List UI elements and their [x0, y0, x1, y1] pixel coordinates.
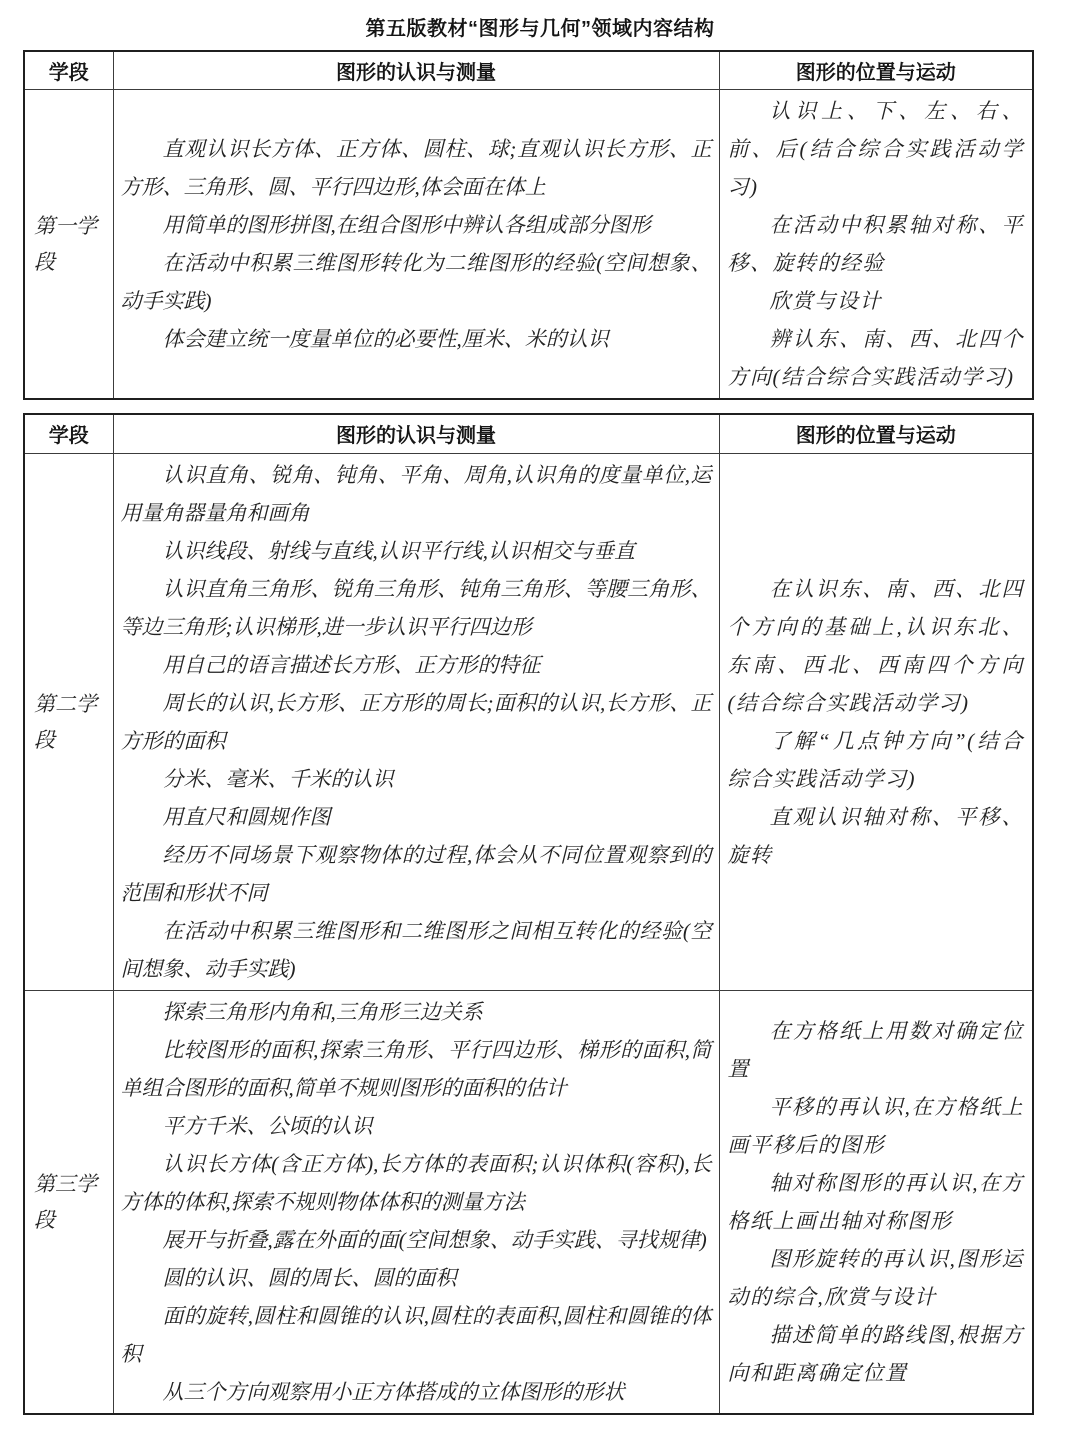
cell-paragraph: 周长的认识,长方形、正方形的周长;面积的认识,长方形、正方形的面积	[120, 691, 712, 753]
cell-paragraph: 用自己的语言描述长方形、正方形的特征	[162, 653, 541, 677]
column-header-recognition: 图形的认识与测量	[113, 414, 719, 454]
column-header-stage: 学段	[24, 51, 113, 89]
cell-paragraph: 用直尺和圆规作图	[162, 805, 331, 829]
recognition-cell	[113, 89, 719, 399]
table-row-stage1	[24, 89, 1033, 399]
cell-paragraph: 轴对称图形的再认识,在方格纸上画出轴对称图形	[727, 1171, 1024, 1233]
cell-paragraph: 认识直角、锐角、钝角、平角、周角,认识角的度量单位,运用量角器量角和画角	[120, 463, 712, 525]
table-row-stage3	[24, 991, 1033, 1415]
cell-paragraph: 圆的认识、圆的周长、圆的面积	[162, 1266, 457, 1290]
position-cell	[719, 991, 1033, 1415]
column-header-stage: 学段	[24, 414, 113, 454]
recognition-cell	[113, 991, 719, 1415]
table-header-row	[24, 414, 1033, 454]
stage-label: 第三学段	[24, 991, 113, 1415]
recognition-cell	[113, 454, 719, 991]
cell-paragraph: 描述简单的路线图,根据方向和距离确定位置	[727, 1323, 1024, 1385]
position-cell	[719, 454, 1033, 991]
cell-paragraph: 平方千米、公顷的认识	[162, 1114, 373, 1138]
cell-paragraph: 辨认东、南、西、北四个方向(结合综合实践活动学习)	[727, 326, 1024, 389]
cell-paragraph: 在活动中积累三维图形转化为二维图形的经验(空间想象、动手实践)	[120, 250, 712, 313]
cell-paragraph: 认识长方体(含正方体),长方体的表面积;认识体积(容积),长方体的体积,探索不规则物体体积的测量方法	[120, 1152, 712, 1214]
cell-paragraph: 分米、毫米、千米的认识	[162, 767, 394, 791]
cell-paragraph: 认识上、下、左、右、前、后(结合综合实践活动学习)	[727, 98, 1024, 199]
cell-paragraph: 欣赏与设计	[769, 288, 882, 313]
cell-paragraph: 探索三角形内角和,三角形三边关系	[162, 1000, 483, 1024]
cell-paragraph: 经历不同场景下观察物体的过程,体会从不同位置观察到的范围和形状不同	[120, 843, 712, 905]
cell-paragraph: 认识线段、射线与直线,认识平行线,认识相交与垂直	[162, 539, 635, 563]
column-header-recognition: 图形的认识与测量	[113, 51, 719, 89]
cell-paragraph: 直观认识长方体、正方体、圆柱、球;直观认识长方形、正方形、三角形、圆、平行四边形,体会面在体上	[120, 136, 712, 199]
content-table-stage1	[23, 50, 1034, 400]
column-header-position: 图形的位置与运动	[719, 414, 1033, 454]
cell-paragraph: 从三个方向观察用小正方体搭成的立体图形的形状	[162, 1380, 625, 1404]
position-cell	[719, 89, 1033, 399]
stage-label: 第一学段	[24, 89, 113, 399]
table-row-stage2	[24, 454, 1033, 991]
cell-paragraph: 在认识东、南、西、北四个方向的基础上,认识东北、东南、西北、西南四个方向(结合综合实践活动学习)	[727, 577, 1024, 715]
cell-paragraph: 平移的再认识,在方格纸上画平移后的图形	[727, 1095, 1024, 1157]
cell-paragraph: 直观认识轴对称、平移、旋转	[727, 805, 1024, 867]
stage-label: 第二学段	[24, 454, 113, 991]
cell-paragraph: 比较图形的面积,探索三角形、平行四边形、梯形的面积,简单组合图形的面积,简单不规则图形的面积的估计	[120, 1038, 712, 1100]
cell-paragraph: 展开与折叠,露在外面的面(空间想象、动手实践、寻找规律)	[162, 1228, 707, 1252]
cell-paragraph: 认识直角三角形、锐角三角形、钝角三角形、等腰三角形、等边三角形;认识梯形,进一步认识平行四边形	[120, 577, 712, 639]
cell-paragraph: 体会建立统一度量单位的必要性,厘米、米的认识	[162, 326, 609, 351]
cell-paragraph: 面的旋转,圆柱和圆锥的认识,圆柱的表面积,圆柱和圆锥的体积	[120, 1304, 712, 1366]
table-header-row	[24, 51, 1033, 89]
document-title: 第五版教材“图形与几何”领域内容结构	[365, 18, 715, 40]
cell-paragraph: 在活动中积累轴对称、平移、旋转的经验	[727, 212, 1024, 275]
cell-paragraph: 图形旋转的再认识,图形运动的综合,欣赏与设计	[727, 1247, 1024, 1309]
cell-paragraph: 用简单的图形拼图,在组合图形中辨认各组成部分图形	[162, 212, 651, 237]
cell-paragraph: 在方格纸上用数对确定位置	[727, 1019, 1024, 1081]
content-table-stage2-3	[23, 413, 1034, 1416]
cell-paragraph: 了解“几点钟方向”(结合综合实践活动学习)	[727, 729, 1024, 791]
cell-paragraph: 在活动中积累三维图形和二维图形之间相互转化的经验(空间想象、动手实践)	[120, 919, 712, 981]
column-header-position: 图形的位置与运动	[719, 51, 1033, 89]
